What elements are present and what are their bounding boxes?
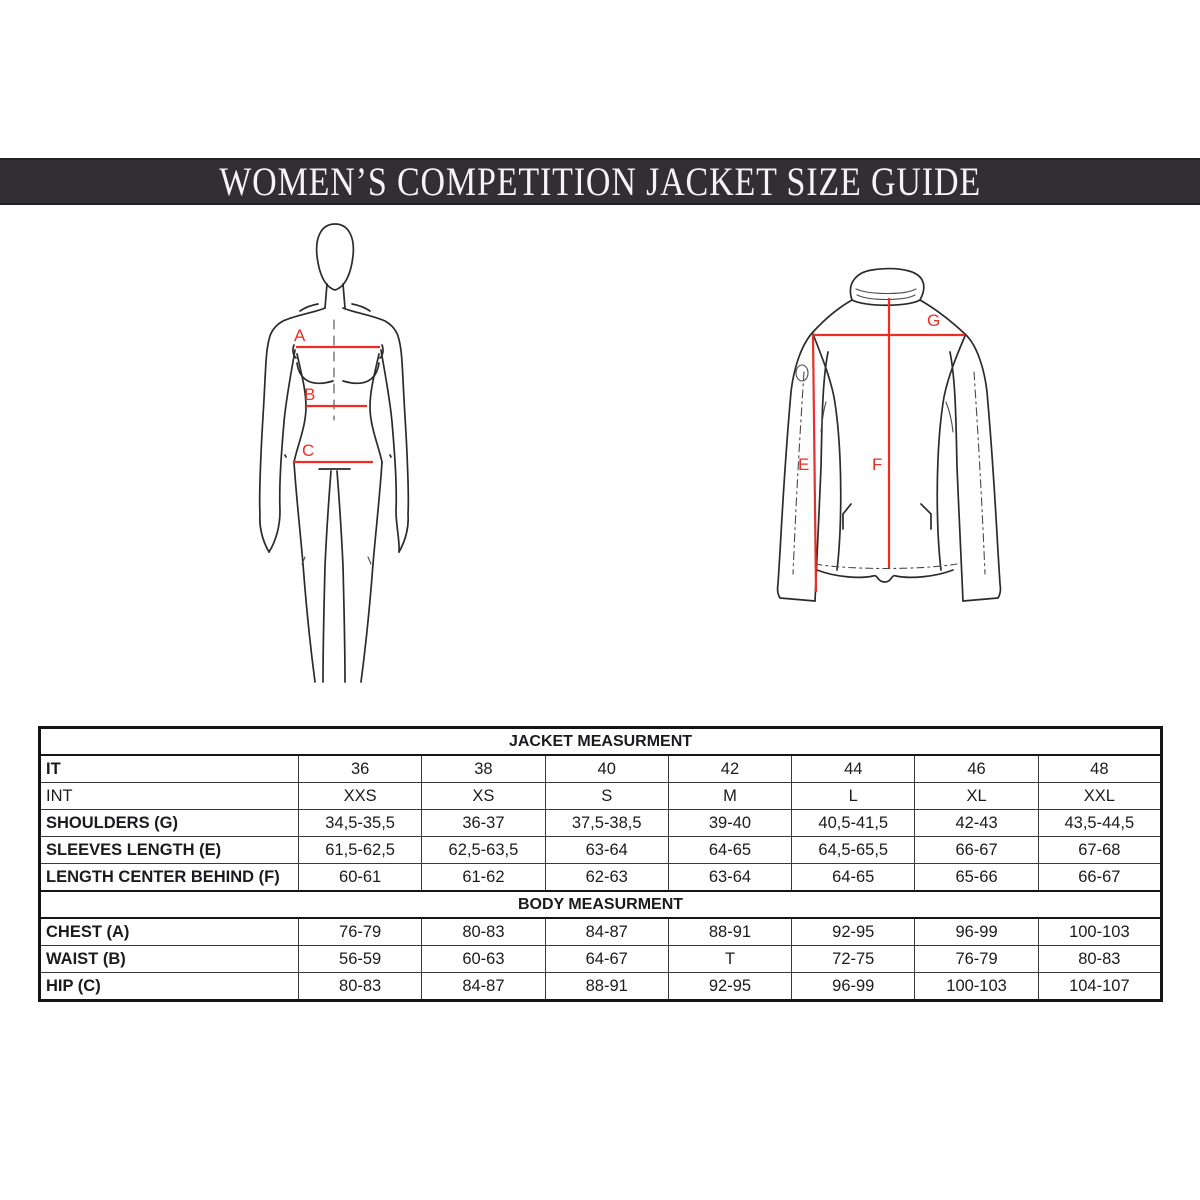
row-label: HIP (C) <box>40 973 299 1001</box>
page-title: WOMEN’S COMPETITION JACKET SIZE GUIDE <box>219 158 981 204</box>
size-value-cell: 63-64 <box>545 837 668 864</box>
hem-edge-vents <box>817 570 953 582</box>
row-label: SHOULDERS (G) <box>40 810 299 837</box>
neck-line <box>325 284 327 308</box>
size-value-cell: 64-67 <box>545 946 668 973</box>
size-value-cell: M <box>668 783 791 810</box>
size-value-cell: 63-64 <box>668 864 791 892</box>
left-sleeve-inner <box>815 352 828 601</box>
table-row <box>40 810 1162 837</box>
size-table <box>38 726 1163 1002</box>
size-value-cell: 61,5-62,5 <box>299 837 422 864</box>
right-pocket-mark <box>921 504 931 529</box>
measure-line-sleeve-e <box>813 335 816 592</box>
size-value-cell: 34,5-35,5 <box>299 810 422 837</box>
size-value-cell: 60-63 <box>422 946 545 973</box>
collar-outline <box>850 269 923 300</box>
label-c: C <box>302 441 315 460</box>
size-value-cell: XL <box>915 783 1038 810</box>
size-value-cell: XXL <box>1038 783 1161 810</box>
size-value-cell: 36-37 <box>422 810 545 837</box>
size-value-cell: XS <box>422 783 545 810</box>
size-value-cell: 100-103 <box>1038 918 1161 946</box>
right-arm-inner <box>381 350 399 552</box>
size-value-cell: 100-103 <box>915 973 1038 1001</box>
neck-line <box>343 284 345 308</box>
left-leg-inner <box>323 471 331 682</box>
right-arm-outline <box>343 308 408 552</box>
size-value-cell: 64,5-65,5 <box>792 837 915 864</box>
left-arm-inner <box>269 350 295 552</box>
size-value-cell: 92-95 <box>668 973 791 1001</box>
table-row <box>40 783 1162 810</box>
table-row <box>40 973 1162 1001</box>
row-label: WAIST (B) <box>40 946 299 973</box>
size-value-cell: 92-95 <box>792 918 915 946</box>
sleeve-fold-line <box>946 402 953 432</box>
collar-inner-line <box>856 289 916 294</box>
clavicle-mark <box>300 304 318 311</box>
size-value-cell: 40,5-41,5 <box>792 810 915 837</box>
right-sleeve-seam-dash <box>974 372 985 574</box>
wrist-dot <box>285 455 286 457</box>
title-banner <box>0 158 1200 205</box>
label-f: F <box>872 455 883 474</box>
knee-mark <box>368 557 371 564</box>
clavicle-mark <box>352 304 370 311</box>
table-row <box>40 918 1162 946</box>
section-header: JACKET MEASURMENT <box>40 728 1162 756</box>
left-pocket-mark <box>843 504 851 529</box>
size-table-body <box>40 728 1162 1001</box>
section-header: BODY MEASURMENT <box>40 891 1162 918</box>
front-body-diagram <box>238 214 468 694</box>
table-row <box>40 946 1162 973</box>
size-value-cell: 60-61 <box>299 864 422 892</box>
label-a: A <box>294 326 306 345</box>
wrist-dot <box>390 455 391 457</box>
left-leg-outer <box>294 462 315 682</box>
size-value-cell: 61-62 <box>422 864 545 892</box>
table-row <box>40 864 1162 892</box>
right-sleeve-outer <box>963 334 1000 601</box>
size-value-cell: 48 <box>1038 755 1161 783</box>
jacket-back-diagram <box>760 252 1010 622</box>
size-value-cell: 72-75 <box>792 946 915 973</box>
size-value-cell: 104-107 <box>1038 973 1161 1001</box>
size-value-cell: 62-63 <box>545 864 668 892</box>
size-value-cell: 43,5-44,5 <box>1038 810 1161 837</box>
row-label: CHEST (A) <box>40 918 299 946</box>
size-value-cell: 80-83 <box>1038 946 1161 973</box>
size-value-cell: XXS <box>299 783 422 810</box>
size-value-cell: 36 <box>299 755 422 783</box>
size-value-cell: 64-65 <box>792 864 915 892</box>
size-value-cell: 56-59 <box>299 946 422 973</box>
size-value-cell: 80-83 <box>299 973 422 1001</box>
size-value-cell: 38 <box>422 755 545 783</box>
size-value-cell: 76-79 <box>915 946 1038 973</box>
size-value-cell: 96-99 <box>792 973 915 1001</box>
sleeve-button-detail <box>796 365 808 381</box>
table-row <box>40 837 1162 864</box>
right-leg-inner <box>337 471 345 682</box>
size-value-cell: 84-87 <box>422 973 545 1001</box>
row-label: INT <box>40 783 299 810</box>
size-value-cell: 76-79 <box>299 918 422 946</box>
left-shoulder <box>813 300 852 332</box>
left-arm-outline <box>260 308 325 552</box>
size-value-cell: 88-91 <box>668 918 791 946</box>
section-header-row <box>40 728 1162 756</box>
size-value-cell: 65-66 <box>915 864 1038 892</box>
size-value-cell: 42-43 <box>915 810 1038 837</box>
head-outline <box>317 224 354 290</box>
size-table-container <box>38 726 1163 1002</box>
size-value-cell: 96-99 <box>915 918 1038 946</box>
row-label: IT <box>40 755 299 783</box>
torso-right <box>370 354 382 462</box>
size-value-cell: 39-40 <box>668 810 791 837</box>
hem-stitch-dash <box>815 564 957 569</box>
label-g: G <box>927 311 941 330</box>
size-value-cell: 46 <box>915 755 1038 783</box>
table-row <box>40 755 1162 783</box>
size-value-cell: 62,5-63,5 <box>422 837 545 864</box>
row-label: SLEEVES LENGTH (E) <box>40 837 299 864</box>
row-label: LENGTH CENTER BEHIND (F) <box>40 864 299 892</box>
size-value-cell: S <box>545 783 668 810</box>
size-value-cell: 66-67 <box>1038 864 1161 892</box>
collar-base <box>852 300 920 305</box>
size-value-cell: 44 <box>792 755 915 783</box>
left-back-seam <box>813 334 841 570</box>
size-value-cell: 64-65 <box>668 837 791 864</box>
size-value-cell: L <box>792 783 915 810</box>
size-value-cell: 84-87 <box>545 918 668 946</box>
label-b: B <box>304 385 316 404</box>
size-value-cell: 88-91 <box>545 973 668 1001</box>
size-value-cell: 66-67 <box>915 837 1038 864</box>
section-header-row <box>40 891 1162 918</box>
label-e: E <box>798 455 810 474</box>
right-leg-outer <box>361 462 382 682</box>
size-value-cell: 67-68 <box>1038 837 1161 864</box>
size-value-cell: 42 <box>668 755 791 783</box>
size-value-cell: T <box>668 946 791 973</box>
size-value-cell: 80-83 <box>422 918 545 946</box>
collar-inner-line <box>857 295 915 300</box>
size-value-cell: 40 <box>545 755 668 783</box>
size-value-cell: 37,5-38,5 <box>545 810 668 837</box>
